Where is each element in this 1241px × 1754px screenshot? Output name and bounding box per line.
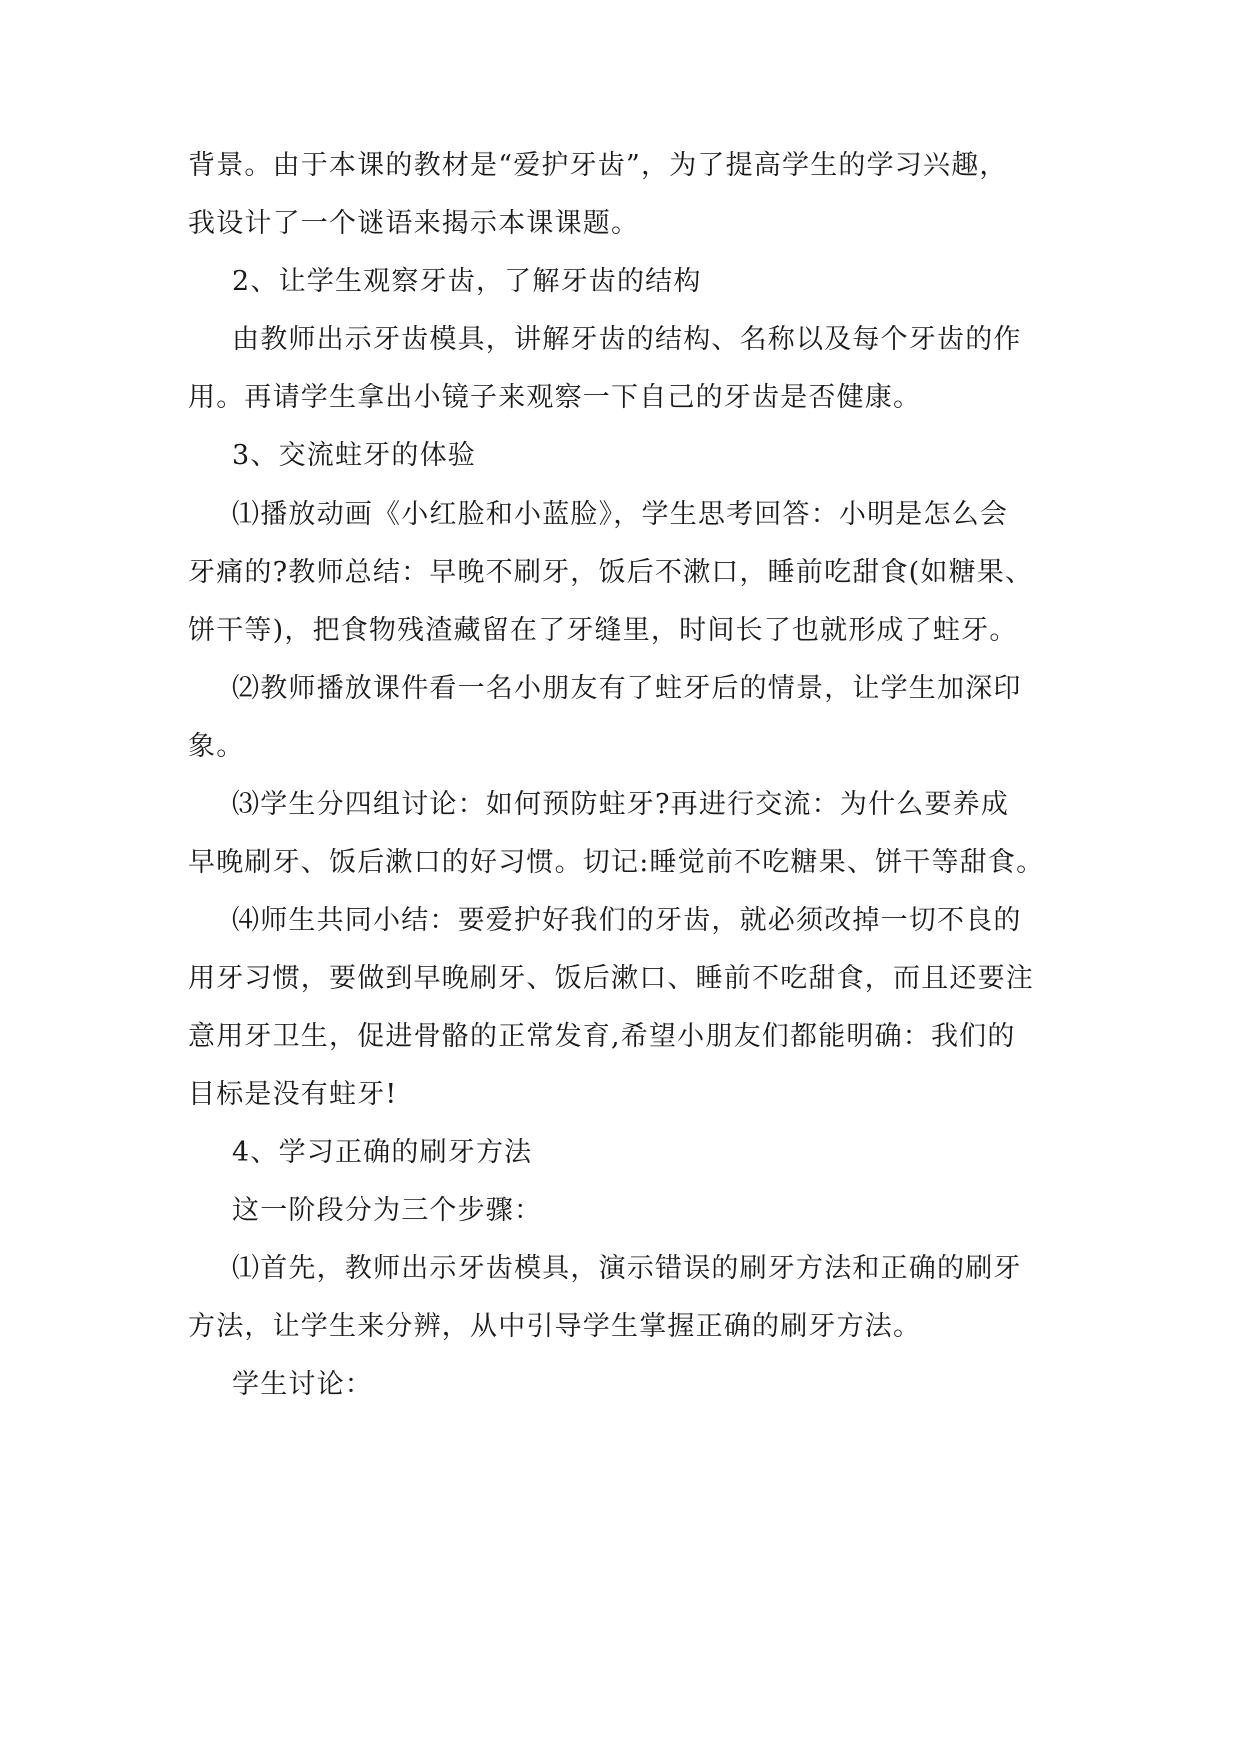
section-heading: 4、学习正确的刷牙方法 [232, 1137, 533, 1168]
text-line: 象。 [188, 731, 245, 762]
paragraph-start: ⑵教师播放课件看一名小朋友有了蛀牙后的情景，让学生加深印 [232, 673, 1022, 704]
text-line: 牙痛的?教师总结：早晚不刷牙，饭后不漱口，睡前吃甜食(如糖果、 [188, 557, 1034, 588]
text-line: 意用牙卫生，促进骨骼的正常发育,希望小朋友们都能明确：我们的 [188, 1021, 1016, 1052]
paragraph-start: ⑴首先，教师出示牙齿模具，演示错误的刷牙方法和正确的刷牙 [232, 1253, 1022, 1284]
text-line: 用牙习惯，要做到早晚刷牙、饭后漱口、睡前不吃甜食，而且还要注 [188, 963, 1034, 994]
section-heading: 2、让学生观察牙齿，了解牙齿的结构 [232, 266, 702, 297]
text-line: 早晚刷牙、饭后漱口的好习惯。切记:睡觉前不吃糖果、饼干等甜食。 [188, 847, 1045, 878]
text-line: 饼干等)，把食物残渣藏留在了牙缝里，时间长了也就形成了蛀牙。 [188, 615, 1018, 646]
paragraph-start: ⑶学生分四组讨论：如何预防蛀牙?再进行交流：为什么要养成 [232, 789, 1010, 820]
paragraph-start: 学生讨论： [232, 1369, 373, 1400]
section-heading: 3、交流蛀牙的体验 [232, 440, 476, 471]
paragraph-start: 由教师出示牙齿模具，讲解牙齿的结构、名称以及每个牙齿的作 [232, 324, 1022, 355]
text-line: 背景。由于本课的教材是“爱护牙齿”，为了提高学生的学习兴趣， [188, 150, 1008, 181]
text-line: 用。再请学生拿出小镜子来观察一下自己的牙齿是否健康。 [188, 382, 922, 413]
text-line: 我设计了一个谜语来揭示本课课题。 [188, 208, 640, 239]
text-line: 目标是没有蛀牙! [188, 1079, 398, 1110]
paragraph-start: 这一阶段分为三个步骤： [232, 1195, 543, 1226]
paragraph-start: ⑴播放动画《小红脸和小蓝脸》，学生思考回答：小明是怎么会 [232, 499, 1009, 530]
paragraph-start: ⑷师生共同小结：要爱护好我们的牙齿，就必须改掉一切不良的 [232, 905, 1022, 936]
text-line: 方法，让学生来分辨，从中引导学生掌握正确的刷牙方法。 [188, 1311, 922, 1342]
